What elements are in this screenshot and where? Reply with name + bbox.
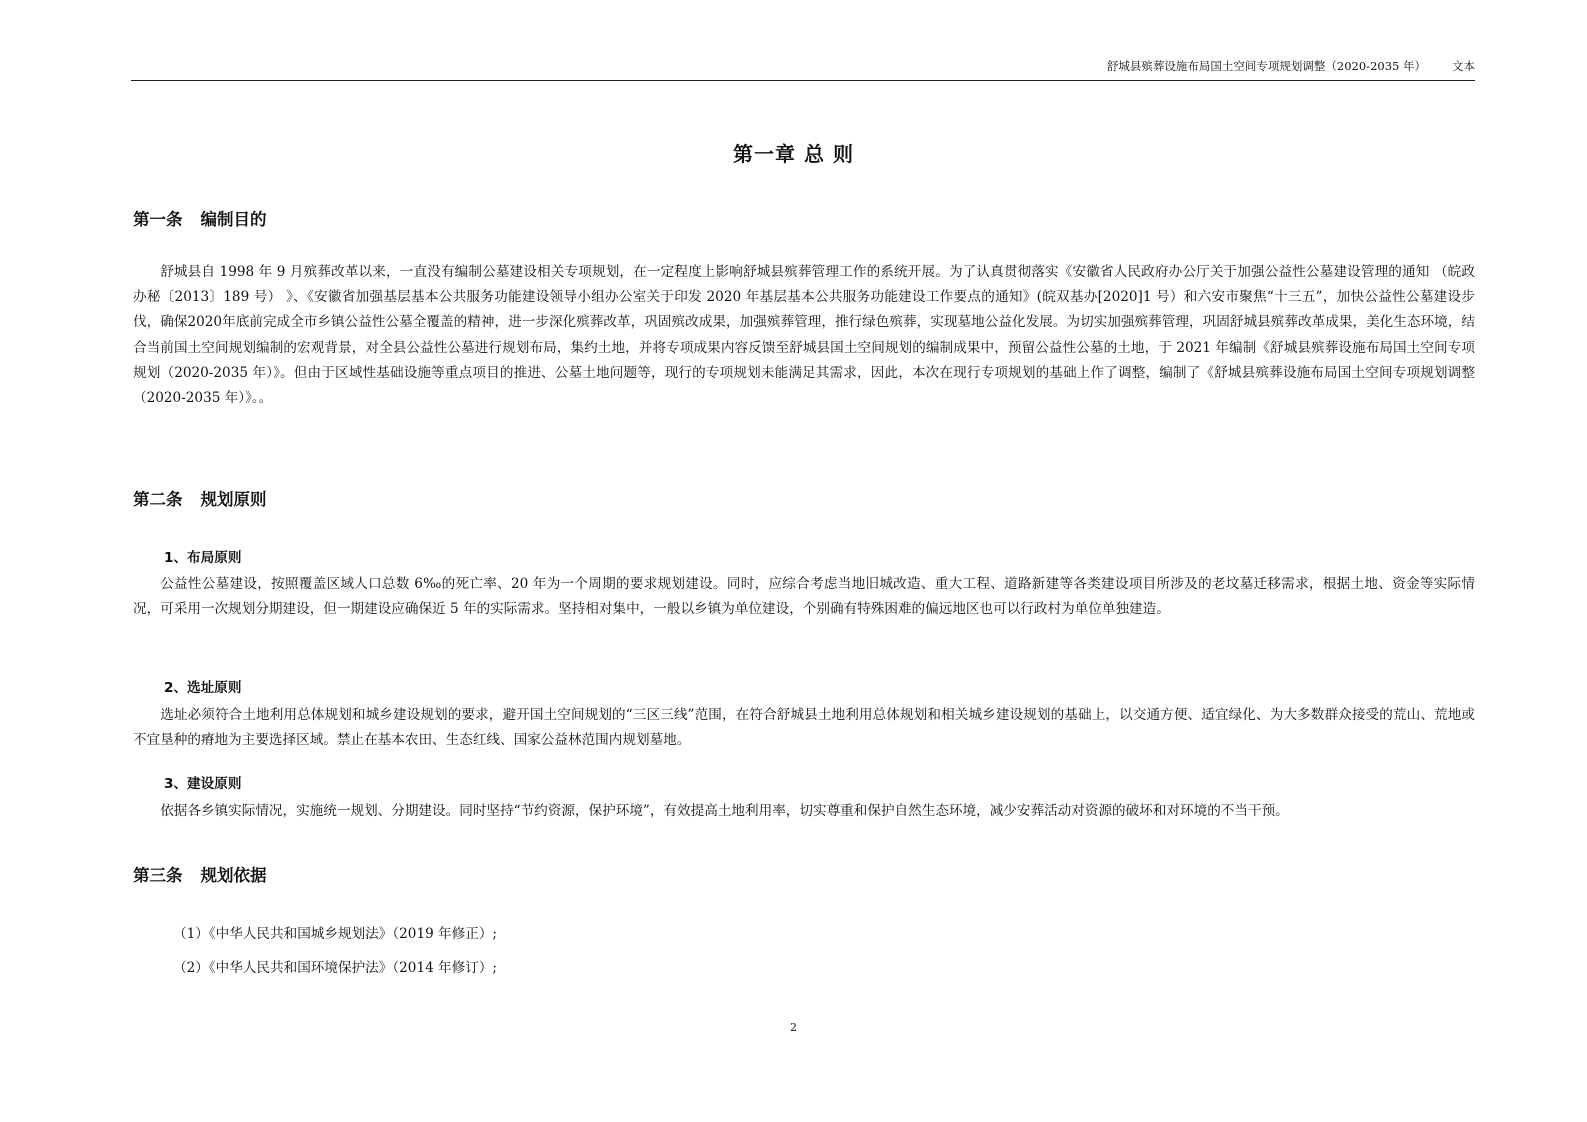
page-header [131, 52, 1475, 81]
article-1-heading [133, 206, 267, 230]
article-title: 规划原则 [200, 490, 267, 509]
chapter-title: 第一章 总 则 [733, 142, 854, 166]
article-title: 编制目的 [200, 210, 267, 229]
principle-text: 依据各乡镇实际情况，实施统一规划、分期建设。同时坚持“节约资源，保护环境”，有效提高土地利用率，切实尊重和保护自然生态环境，减少安葬活动对资源的破坏和对环境的不当干预。 [160, 803, 1289, 819]
basis-item: （1）《中华人民共和国城乡规划法》（2019 年修正）; [173, 926, 498, 942]
article-1-paragraph: 舒城县自 1998 年 9 月殡葬改革以来，一直没有编制公墓建设相关专项规划，在一定程度上影响舒城县殡葬管理工作的系统开展。为了认真贯彻落实《安徽省人民政府办公厅关于加强公益性公墓建设管理的通知 （皖政办秘〔2013〕189 号） 》、《安徽省加强基层基本公共服务功能建设领导小组办公室关于印发 2020 年基层基本公共服务功能建设工作要点的通知》(皖双基办[2020]1 号）和六安市聚焦“十三五”，加快公益性公墓建设步伐，确保2020年底前完成全市乡镇公益性公墓全覆盖的精神，进一步深化殡葬改革，巩固殡改成果，加强殡葬管理，推行绿色殡葬，实现墓地公益化发展。为切实加强殡葬管理，巩固舒城县殡葬改革成果，美化生态环境，结合当前国土空间规划编制的宏观背景，对全县公益性公墓进行规划布局，集约土地，并将专项成果内容反馈至舒城县国土空间规划的编制成果中，预留公益性公墓的土地，于 2021 年编制《舒城县殡葬设施布局国土空间专项规划（2020-2035 年）》。但由于区域性基础设施等重点项目的推进、公墓土地问题等，现行的专项规划未能满足其需求，因此，本次在现行专项规划的基础上作了调整，编制了《舒城县殡葬设施布局国土空间专项规划调整（2020-2035 年）》。。 [133, 264, 1475, 407]
article-number: 第三条 [133, 866, 183, 885]
article-title: 规划依据 [200, 866, 267, 885]
page-number: 2 [790, 1021, 797, 1034]
document-type: 文本 [1452, 59, 1475, 73]
article-number: 第一条 [133, 210, 183, 229]
principle-heading: 3、建设原则 [164, 776, 242, 792]
principle-text: 选址必须符合土地利用总体规划和城乡建设规划的要求，避开国土空间规划的“三区三线”范围，在符合舒城县土地利用总体规划和相关城乡建设规划的基础上，以交通方便、适宜绿化、为大多数群众接受的荒山、荒地或不宜垦种的瘠地为主要选择区域。禁止在基本农田、生态红线、国家公益林范围内规划墓地。 [133, 707, 1475, 749]
principle-heading: 2、选址原则 [164, 680, 242, 696]
document-title: 舒城县殡葬设施布局国土空间专项规划调整（2020-2035 年） [1106, 59, 1426, 73]
principle-text: 公益性公墓建设，按照覆盖区域人口总数 6‰的死亡率、20 年为一个周期的要求规划建设。同时，应综合考虑当地旧城改造、重大工程、道路新建等各类建设项目所涉及的老坟墓迁移需求，根据土地、资金等实际情况，可采用一次规划分期建设，但一期建设应确保近 5 年的实际需求。坚持相对集中，一般以乡镇为单位建设，个别确有特殊困难的偏远地区也可以行政村为单位单独建造。 [133, 576, 1475, 618]
article-number: 第二条 [133, 490, 183, 509]
principle-heading: 1、布局原则 [164, 550, 242, 566]
basis-item: （2）《中华人民共和国环境保护法》（2014 年修订）; [173, 960, 498, 976]
article-2-heading [133, 486, 267, 510]
article-3-heading [133, 862, 267, 886]
